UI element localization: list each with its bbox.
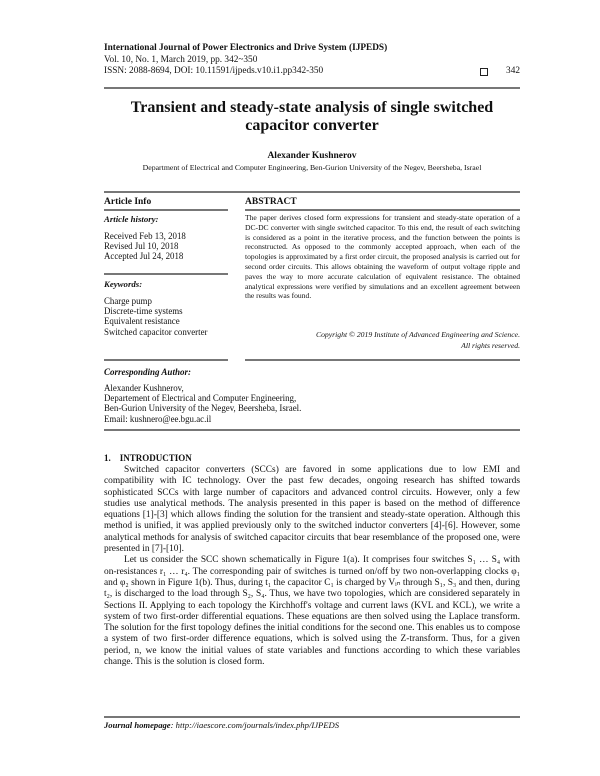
- abstract-rule: [245, 209, 520, 211]
- copyright-line: Copyright © 2019 Institute of Advanced Engineering and Science.: [315, 330, 520, 339]
- article-history: [104, 231, 186, 262]
- header-rule: [104, 87, 520, 89]
- corresponding-name: Alexander Kushnerov,: [104, 383, 184, 393]
- keywords-label: Keywords:: [104, 279, 143, 289]
- paper-title: Transient and steady-state analysis of single switched capacitor converter: [130, 99, 494, 134]
- info-bottom-rule-left: [104, 359, 228, 361]
- author-affiliation: Department of Electrical and Computer Engineering, Ben-Gurion University of the Negev, Beersheba, Israel: [142, 163, 482, 172]
- author-name: Alexander Kushnerov: [267, 151, 357, 161]
- running-header: [104, 43, 520, 78]
- introduction-body: [104, 465, 520, 668]
- received-date: Received Feb 13, 2018: [104, 231, 186, 241]
- revised-date: Revised Jul 10, 2018: [104, 241, 179, 252]
- paragraph: Switched capacitor converters (SCCs) are favored in some applications due to low EMI and compatibility with IC technology. Over the past few decades, ongoing research has shifted towards sophisticated SCCs with large number of capacitors and advanced control circuits. However, only a few studies use analytical methods. The analysis presented in this paper is based on the method of difference equations [1]-[3] which allows finding the solution for the transient and steady-state operation. Although this method is unified, it was applied previously only to the switched inductor converters [4]-[6]. However, some analytical methods for analysis of switched capacitor circuits that bear resemblance of the proposed one, were presented in [7]-[10].: [104, 465, 520, 555]
- corresponding-author-heading: Corresponding Author:: [104, 367, 191, 377]
- accepted-date: Accepted Jul 24, 2018: [104, 251, 184, 262]
- abstract-text: The paper derives closed form expressions for transient and steady-state operation of a DC-DC converter with single switched capacitor. To this end, the result of each switching is considered as a point in the iterative process, and the function between the points is reconstructed. As opposed to the commonly accepted approach, when each of the topologies is approximated by a first order circuit, the proposed analysis is carried out for second order circuits. This allows obtaining the waveform of output voltage ripple and paves the way to more accurate calculation of equivalent resistance. The obtained analytical expressions were verified by simulations and an excellent agreement between the results was found.: [245, 213, 520, 301]
- history-rule: [104, 273, 228, 275]
- corresponding-bottom-rule: [104, 429, 520, 431]
- section-rule: [104, 191, 520, 193]
- volume-info: Vol. 10, No. 1, March 2019, pp. 342~350: [104, 54, 258, 65]
- introduction-heading: 1. INTRODUCTION: [104, 453, 192, 463]
- journal-name: International Journal of Power Electronics and Drive System (IJPEDS): [104, 43, 388, 53]
- keyword: Switched capacitor converter: [104, 326, 208, 337]
- footer-rule: [104, 716, 520, 718]
- corresponding-email: Email: kushnero@ee.bgu.ac.il: [104, 413, 212, 424]
- article-info-rule: [104, 209, 228, 211]
- square-bullet-icon: [480, 68, 488, 76]
- corresponding-university: Ben-Gurion University of the Negev, Beersheba, Israel.: [104, 403, 302, 414]
- info-bottom-rule-right: [245, 359, 520, 361]
- rights-line: All rights reserved.: [461, 341, 520, 350]
- article-history-label: Article history:: [104, 214, 159, 224]
- keywords-list: [104, 296, 208, 337]
- keyword: Discrete-time systems: [104, 306, 183, 317]
- keyword: Charge pump: [104, 296, 152, 306]
- journal-homepage: Journal homepage: http://iaescore.com/journals/index.php/IJPEDS: [104, 720, 340, 730]
- corresponding-author-details: [104, 383, 301, 424]
- keyword: Equivalent resistance: [104, 316, 180, 327]
- page-number: 342: [506, 66, 520, 76]
- issn-doi: ISSN: 2088-8694, DOI: 10.11591/ijpeds.v10.i1.pp342-350: [104, 66, 324, 76]
- article-info-heading: Article Info: [104, 197, 152, 207]
- abstract-heading: ABSTRACT: [245, 197, 297, 207]
- copyright-notice: [245, 329, 520, 351]
- corresponding-department: Departement of Electrical and Computer Engineering,: [104, 393, 297, 404]
- homepage-link[interactable]: http://iaescore.com/journals/index.php/IJPEDS: [175, 720, 340, 730]
- homepage-label: Journal homepage: [104, 720, 171, 730]
- paragraph: Let us consider the SCC shown schematically in Figure 1(a). It comprises four switches S₁ … S₄ with on-resistances r₁ … r₄. The corresponding pair of switches is turned on/off by two non-overlapping clocks φ₁ and φ₂ shown in Figure 1(b). Thus, during t₁ the capacitor C₁ is charged by Vᵢₙ through S₁, S₃ and then, during t₂, is discharged to the load through S₂, S₄. Thus, we have two topologies, which are considered separately in Sections II. Applying to each topology the Kirchhoff's voltage and current laws (KVL and KCL), we write a system of two first-order differential equations. These equations are then solved using the Laplace transform. The solution for the first topology defines the initial conditions for the second one. This enables us to compose a system of two first-order difference equations, which is solved using the Z-transform. Thus, for a given period, n, we know the initial values of state variables and functions according to which these variables change. This is the solution is closed form.: [104, 555, 520, 668]
